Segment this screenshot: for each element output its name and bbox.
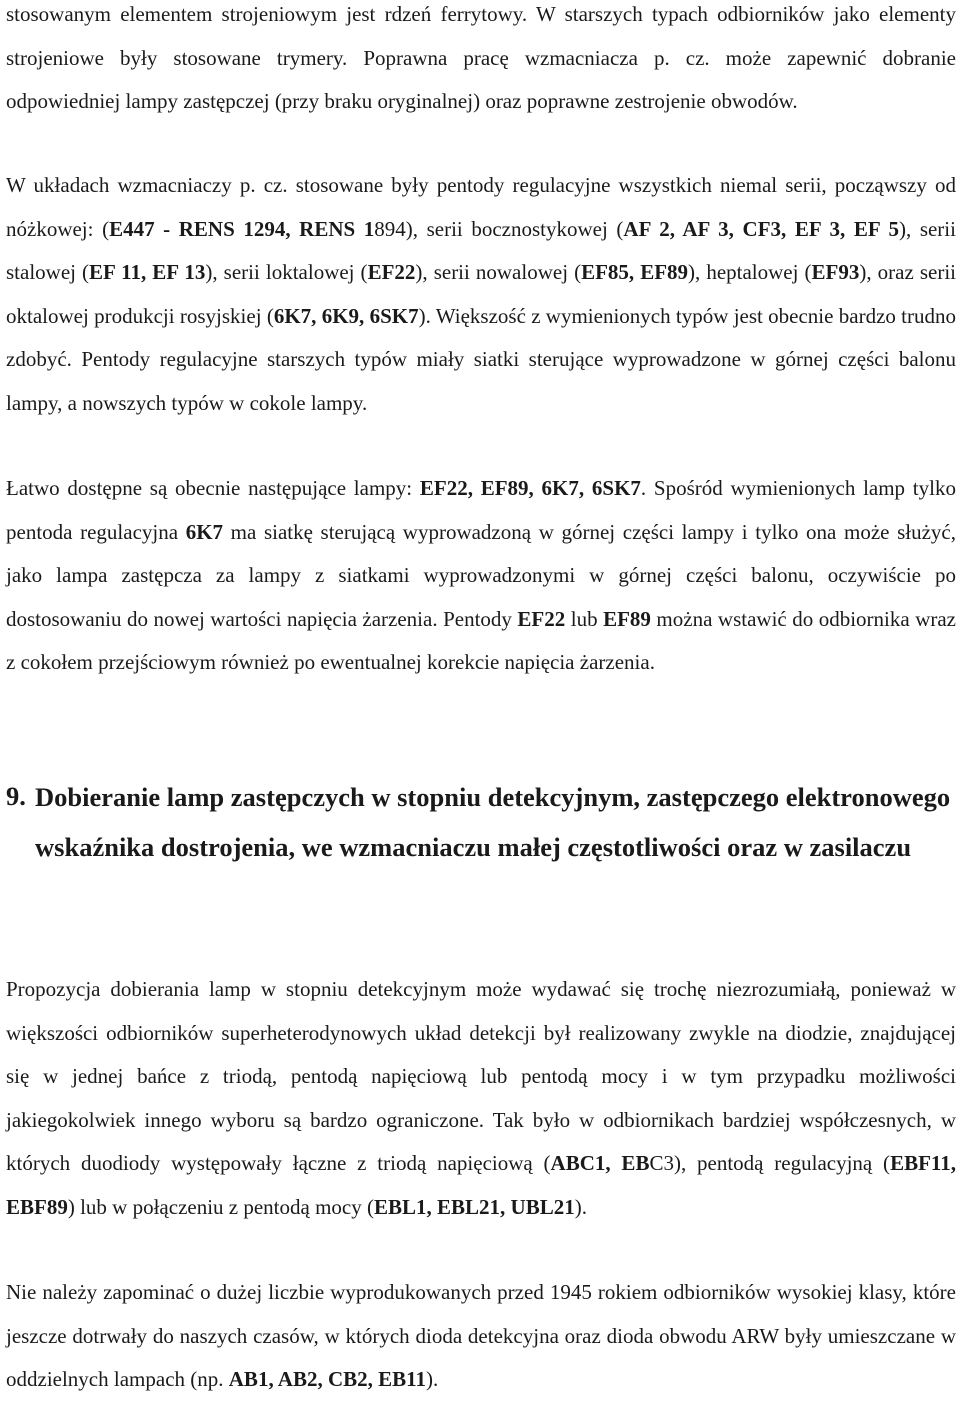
text-run: ), serii stalowej ( — [6, 216, 956, 285]
bold-tube-names: EF22 — [367, 260, 416, 285]
bold-tube-names: 6K7 — [185, 519, 224, 544]
text-run: Propozycja dobierania lamp w stopniu detekcyjnym może wydawać się trochę niezrozumiałą, ponieważ w większości odbiorników superheterodynowych układ detekcji był realizowany zwykle na diodzie, znajdującej się w jednej bańce z triodą, pentodą napięciową lub pentodą mocy i w tym przypadku możliwości jakiegokolwiek innego wyboru są bardzo ograniczone. Tak było w odbiornikach bardziej współczesnych, w których duodiody występowały łączne z triodą napięciową ( — [6, 977, 956, 1176]
section-number: 9. — [6, 781, 26, 811]
bold-tube-names: EF 11, EF 13 — [89, 260, 206, 285]
section-title: Dobieranie lamp zastępczych w stopniu detekcyjnym, zastępczego elektronowego wskaźnika dostrojenia, we wzmacniaczu małej częstotliwości oraz w zasilaczu — [35, 782, 951, 862]
text-run: ). — [425, 1367, 439, 1392]
paragraph-4 — [6, 968, 956, 1230]
paragraph-5 — [6, 1271, 956, 1402]
bold-tube-names: ABC1, EB — [550, 1151, 650, 1176]
paragraph-3 — [6, 467, 956, 685]
paragraph-2 — [6, 164, 956, 426]
text-run: ), serii loktalowej ( — [205, 260, 368, 285]
bold-tube-names: EBF11, EBF89 — [6, 1151, 956, 1219]
paragraph-1-text: stosowanym elementem strojeniowym jest rdzeń ferrytowy. W starszych typach odbiorników jako elementy strojeniowe były stosowane trymery. Poprawna pracę wzmacniacza p. cz. może zapewnić dobranie odpowiedniej lampy zastępczej (przy braku oryginalnej) oraz poprawne zestrojenie obwodów. — [6, 2, 956, 114]
text-run: ). Większość z wymienionych typów jest obecnie bardzo trudno zdobyć. Pentody regulacyjne starszych typów miały siatki sterujące wyprowadzone w górnej części balonu lampy, a nowszych typów w cokole lampy. — [6, 303, 957, 415]
text-run: . Spośród wymienionych lamp tylko pentoda regulacyjna — [6, 476, 956, 544]
bold-tube-names: EF93 — [811, 260, 860, 285]
text-run: Nie należy zapominać o dużej liczbie wyprodukowanych przed 1945 rokiem odbiorników wysokiej klasy, które jeszcze dotrwały do naszych czasów, w których dioda detekcyjna oraz dioda obwodu ARW były umieszczane w oddzielnych lampach (np. — [6, 1280, 956, 1392]
paragraph-1 — [6, 0, 956, 124]
text-run: ), heptalowej ( — [688, 260, 812, 285]
text-run: ma siatkę sterującą wyprowadzoną w górnej części lampy i tylko ona może służyć, jako lampa zastępcza za lampy z siatkami wyprowadzonymi w górnej części balonu, oczywiście po dostosowaniu do nowej wartości napięcia żarzenia. Pentody — [6, 519, 957, 631]
bold-tube-names: E447 - RENS 1294, RENS 1 — [109, 216, 375, 241]
bold-tube-names: EF89 — [603, 606, 651, 631]
text-run: ), serii nowalowej ( — [415, 260, 582, 285]
text-run: można wstawić do odbiornika wraz z cokołem przejściowym również po ewentualnej korekcie napięcia żarzenia. — [6, 606, 956, 675]
text-run: C3), pentodą regulacyjną ( — [649, 1151, 891, 1176]
bold-tube-names: EF22, EF89, 6K7, 6SK7 — [419, 476, 641, 500]
section-heading — [6, 772, 956, 872]
text-run: lub — [565, 606, 604, 631]
bold-tube-names: EF22 — [517, 606, 566, 631]
text-run: ). — [574, 1194, 587, 1219]
text-run: ), oraz serii oktalowej produkcji rosyjskiej ( — [6, 260, 956, 328]
bold-tube-names: EBL1, EBL21, UBL21 — [373, 1194, 575, 1219]
bold-tube-names: 6K7, 6K9, 6SK7 — [273, 303, 419, 328]
text-run: Łatwo dostępne są obecnie następujące lampy: — [6, 476, 420, 500]
bold-tube-names: AF 2, AF 3, CF3, EF 3, EF 5 — [623, 216, 899, 241]
bold-tube-names: EF85, EF89 — [581, 260, 689, 285]
text-run: ) lub w połączeniu z pentodą mocy ( — [67, 1194, 374, 1219]
bold-tube-names: AB1, AB2, CB2, EB11 — [228, 1367, 426, 1392]
text-run: 894), serii bocznostykowej ( — [374, 216, 624, 241]
text-run: W układach wzmacniaczy p. cz. stosowane były pentody regulacyjne wszystkich niemal serii, począwszy od nóżkowej: ( — [6, 173, 956, 241]
